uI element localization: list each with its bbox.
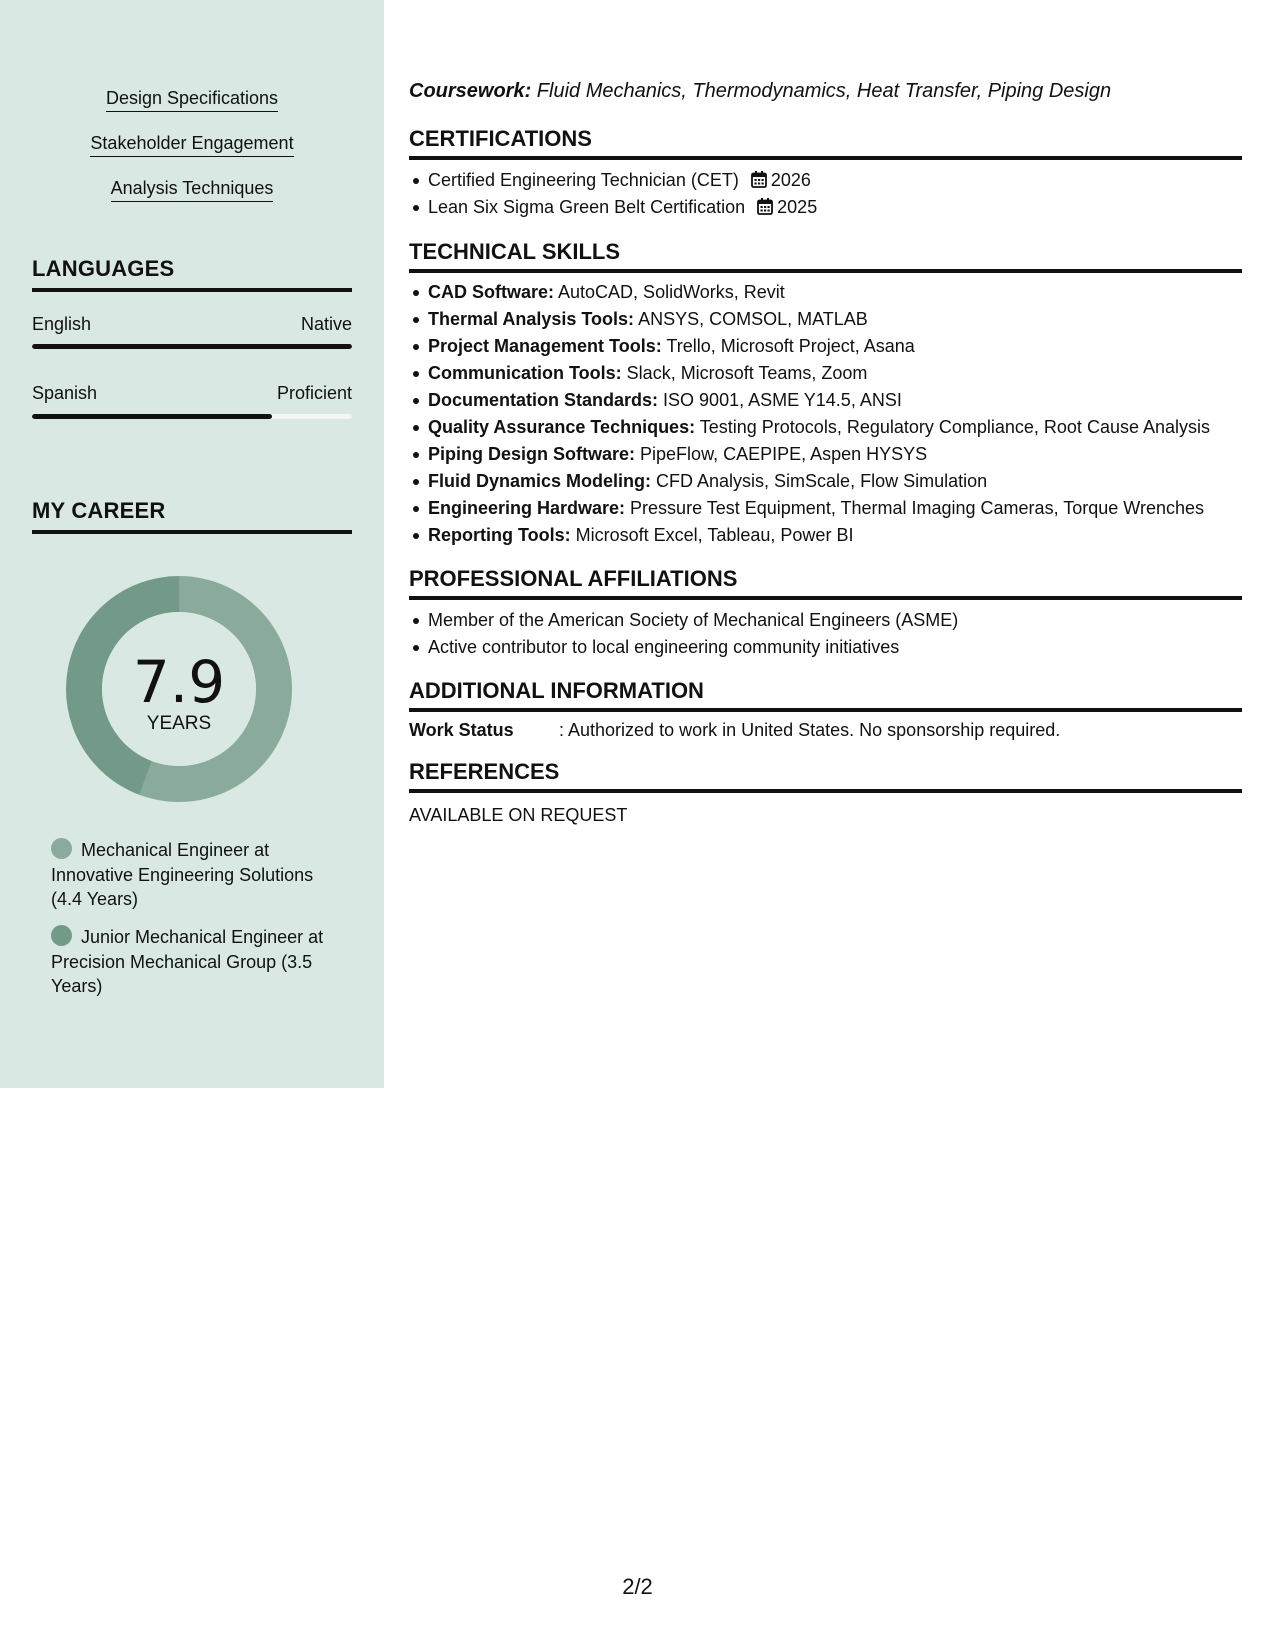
technical-skills-heading: TECHNICAL SKILLS bbox=[409, 239, 1242, 273]
career-item bbox=[51, 838, 341, 912]
page-number: 2/2 bbox=[622, 1574, 653, 1599]
skill-link-stakeholder-engagement[interactable]: Stakeholder Engagement bbox=[90, 133, 293, 157]
skill-link-analysis-techniques[interactable]: Analysis Techniques bbox=[111, 178, 274, 202]
skill-item bbox=[428, 306, 1242, 333]
certifications-list bbox=[428, 167, 1242, 221]
work-status-row bbox=[409, 720, 1060, 741]
certification-name: Certified Engineering Technician (CET) bbox=[428, 170, 739, 190]
calendar-icon bbox=[757, 198, 773, 215]
career-total-years: 7.9 bbox=[132, 648, 226, 716]
skill-link-design-specifications[interactable]: Design Specifications bbox=[106, 88, 278, 112]
skill-item bbox=[428, 279, 1242, 306]
work-status-label: Work Status bbox=[409, 720, 514, 740]
skill-value: Pressure Test Equipment, Thermal Imaging Cameras, Torque Wrenches bbox=[625, 498, 1204, 518]
skill-item bbox=[428, 441, 1242, 468]
career-total-unit: YEARS bbox=[146, 713, 212, 734]
work-status-value: : Authorized to work in United States. No sponsorship required. bbox=[559, 720, 1061, 740]
skill-value: Testing Protocols, Regulatory Compliance, Root Cause Analysis bbox=[695, 417, 1211, 437]
skill-item bbox=[428, 387, 1242, 414]
skill-value: CFD Analysis, SimScale, Flow Simulation bbox=[651, 471, 988, 491]
affiliations-list bbox=[428, 607, 1242, 661]
language-level: Proficient bbox=[276, 383, 352, 403]
certifications-heading: CERTIFICATIONS bbox=[409, 126, 1242, 160]
additional-info-heading: ADDITIONAL INFORMATION bbox=[409, 678, 1242, 712]
career-donut-chart bbox=[66, 576, 292, 802]
skill-label: Thermal Analysis Tools: bbox=[428, 309, 635, 329]
language-name: English bbox=[32, 314, 92, 334]
affiliations-heading: PROFESSIONAL AFFILIATIONS bbox=[409, 566, 1242, 600]
skill-links bbox=[0, 88, 384, 223]
coursework-text: Fluid Mechanics, Thermodynamics, Heat Transfer, Piping Design bbox=[531, 80, 1112, 102]
certification-item bbox=[428, 167, 1242, 194]
language-name: Spanish bbox=[32, 383, 98, 403]
language-bar-english bbox=[32, 344, 352, 349]
career-item bbox=[51, 925, 341, 999]
skill-value: ISO 9001, ASME Y14.5, ANSI bbox=[658, 390, 902, 410]
language-bar-spanish bbox=[32, 414, 352, 419]
skill-value: Trello, Microsoft Project, Asana bbox=[661, 336, 915, 356]
career-item-text: Junior Mechanical Engineer at Precision Mechanical Group (3.5 Years) bbox=[51, 927, 324, 996]
skill-label: Engineering Hardware: bbox=[428, 498, 626, 518]
certification-name: Lean Six Sigma Green Belt Certification bbox=[428, 197, 746, 217]
skill-label: Fluid Dynamics Modeling: bbox=[428, 471, 652, 491]
skill-item bbox=[428, 333, 1242, 360]
skill-label: Project Management Tools: bbox=[428, 336, 662, 356]
calendar-icon bbox=[751, 171, 767, 188]
certification-year: 2025 bbox=[777, 197, 818, 217]
technical-skills-list bbox=[428, 279, 1242, 549]
languages-heading: LANGUAGES bbox=[32, 256, 352, 292]
skill-item bbox=[428, 360, 1242, 387]
skill-label: CAD Software: bbox=[428, 282, 555, 302]
skill-item bbox=[428, 522, 1242, 549]
skill-item bbox=[428, 414, 1242, 441]
skill-value: PipeFlow, CAEPIPE, Aspen HYSYS bbox=[635, 444, 928, 464]
legend-dot-icon bbox=[51, 838, 72, 859]
skill-value: Microsoft Excel, Tableau, Power BI bbox=[570, 525, 854, 545]
skill-value: AutoCAD, SolidWorks, Revit bbox=[554, 282, 785, 302]
language-level: Native bbox=[300, 314, 352, 334]
skill-item bbox=[428, 468, 1242, 495]
skill-label: Piping Design Software: bbox=[428, 444, 636, 464]
career-item-text: Mechanical Engineer at Innovative Engineering Solutions (4.4 Years) bbox=[51, 840, 314, 909]
coursework-line bbox=[409, 80, 1111, 103]
legend-dot-icon bbox=[51, 925, 72, 946]
certification-item bbox=[428, 194, 1242, 221]
sidebar bbox=[0, 0, 384, 1088]
skill-label: Reporting Tools: bbox=[428, 525, 571, 545]
skill-value: ANSYS, COMSOL, MATLAB bbox=[634, 309, 868, 329]
skill-item bbox=[428, 495, 1242, 522]
references-text: AVAILABLE ON REQUEST bbox=[409, 805, 628, 825]
affiliation-item: Active contributor to local engineering community initiatives bbox=[428, 634, 1242, 661]
skill-label: Communication Tools: bbox=[428, 363, 622, 383]
language-fill bbox=[32, 344, 352, 349]
skill-label: Documentation Standards: bbox=[428, 390, 659, 410]
coursework-label: Coursework: bbox=[409, 80, 532, 102]
certification-year: 2026 bbox=[770, 170, 811, 190]
skill-label: Quality Assurance Techniques: bbox=[428, 417, 696, 437]
skill-value: Slack, Microsoft Teams, Zoom bbox=[621, 363, 868, 383]
references-heading: REFERENCES bbox=[409, 759, 1242, 793]
language-fill bbox=[32, 414, 272, 419]
affiliation-item: Member of the American Society of Mechanical Engineers (ASME) bbox=[428, 607, 1242, 634]
career-heading: MY CAREER bbox=[32, 498, 352, 534]
